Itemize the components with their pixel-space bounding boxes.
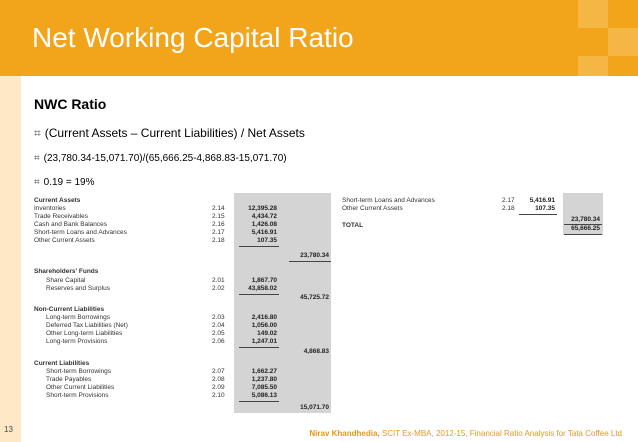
row-value: 149.02 — [257, 330, 277, 337]
banner-decoration — [608, 28, 638, 56]
row-note: 2.18 — [212, 237, 225, 244]
row-label: Long-term Provisions — [46, 338, 108, 345]
row-note: 2.10 — [212, 392, 225, 399]
left-accent-bar — [0, 76, 21, 442]
bullet-icon: ⌗ — [34, 153, 40, 164]
row-label: Cash and Bank Balances — [34, 221, 107, 228]
balance-sheet-excerpt — [34, 193, 604, 413]
footer-author: Nirav Khandhedia, — [309, 429, 380, 438]
row-note: 2.04 — [212, 322, 225, 329]
row-value: 1,426.08 — [251, 221, 277, 228]
row-label: Reserves and Surplus — [46, 285, 110, 292]
row-label: Share Capital — [46, 277, 86, 284]
row-value: 4,434.72 — [251, 213, 277, 220]
underline — [239, 401, 279, 402]
row-value: 107.35 — [535, 205, 555, 212]
row-note: 2.15 — [212, 213, 225, 220]
formula-line: ⌗ (23,780.34-15,071.70)/(65,666.25-4,868.83-15,071.70) — [34, 153, 287, 164]
row-value: 2,416.80 — [251, 314, 277, 321]
row-value: 12,395.28 — [248, 205, 277, 212]
row-note: 2.17 — [502, 197, 515, 204]
formula-line: ⌗ (Current Assets – Current Liabilities) / Net Assets — [34, 126, 305, 140]
row-label: Short-term Loans and Advances — [342, 197, 435, 204]
row-value: 1,867.70 — [251, 277, 277, 284]
row-note: 2.07 — [212, 368, 225, 375]
row-label: Trade Receivables — [34, 213, 88, 220]
section-total: 23,780.34 — [300, 252, 329, 259]
row-value: 1,237.80 — [251, 376, 277, 383]
row-note: 2.03 — [212, 314, 225, 321]
section-subtitle: NWC Ratio — [34, 96, 107, 112]
row-value: 1,662.27 — [251, 368, 277, 375]
row-label: Other Current Liabilities — [46, 384, 115, 391]
underline — [239, 294, 279, 295]
section-total: 45,725.72 — [300, 294, 329, 301]
row-label: Other Current Assets — [34, 237, 95, 244]
row-value: 5,416.91 — [251, 229, 277, 236]
page-number: 13 — [4, 425, 13, 434]
footer-credit — [309, 429, 622, 438]
row-note: 2.14 — [212, 205, 225, 212]
row-label: Long-term Borrowings — [46, 314, 110, 321]
row-value: 7,085.50 — [251, 384, 277, 391]
underline — [239, 246, 279, 247]
row-label: Short-term Loans and Advances — [34, 229, 127, 236]
footer-text: SCIT Ex-MBA, 2012-15, Financial Ratio Analysis for Tata Coffee Ltd — [381, 429, 622, 438]
formula-line: ⌗ 0.19 = 19% — [34, 177, 95, 188]
row-note: 2.18 — [502, 205, 515, 212]
row-label: Trade Payables — [46, 376, 92, 383]
row-label: Short-term Provisions — [46, 392, 109, 399]
row-value: 5,086.13 — [251, 392, 277, 399]
row-note: 2.02 — [212, 285, 225, 292]
row-note: 2.08 — [212, 376, 225, 383]
section-heading: Shareholders' Funds — [34, 268, 99, 275]
row-label: Short-term Borrowings — [46, 368, 112, 375]
underline — [289, 261, 331, 262]
banner-decoration — [578, 0, 608, 28]
row-value: 1,247.01 — [251, 338, 277, 345]
underline — [239, 347, 279, 348]
section-heading: Non-Current Liabilities — [34, 306, 105, 313]
row-note: 2.01 — [212, 277, 225, 284]
subtotal-value: 23,780.34 — [571, 216, 600, 223]
total-label: TOTAL — [342, 222, 364, 229]
section-heading: Current Liabilities — [34, 360, 90, 367]
row-note: 2.16 — [212, 221, 225, 228]
row-value: 1,056.00 — [251, 322, 277, 329]
row-value: 43,858.02 — [248, 285, 277, 292]
underline — [519, 214, 557, 215]
row-label: Inventories — [34, 205, 66, 212]
total-value: 65,666.25 — [571, 225, 600, 232]
row-note: 2.05 — [212, 330, 225, 337]
row-note: 2.17 — [212, 229, 225, 236]
row-label: Other Current Assets — [342, 205, 403, 212]
slide-title: Net Working Capital Ratio — [32, 22, 354, 53]
row-note: 2.06 — [212, 338, 225, 345]
row-label: Deferred Tax Liabilities (Net) — [46, 322, 128, 329]
row-value: 107.35 — [257, 237, 277, 244]
row-label: Other Long-term Liabilities — [46, 330, 123, 337]
underline — [564, 234, 602, 235]
bullet-icon: ⌗ — [34, 126, 41, 140]
row-value: 5,416.91 — [529, 197, 555, 204]
bullet-icon: ⌗ — [34, 177, 40, 188]
title-banner — [0, 0, 638, 76]
section-heading: Current Assets — [34, 197, 81, 204]
section-total: 15,071.70 — [300, 404, 329, 411]
row-note: 2.09 — [212, 384, 225, 391]
banner-decoration — [578, 56, 608, 76]
section-total: 4,868.83 — [303, 348, 329, 355]
